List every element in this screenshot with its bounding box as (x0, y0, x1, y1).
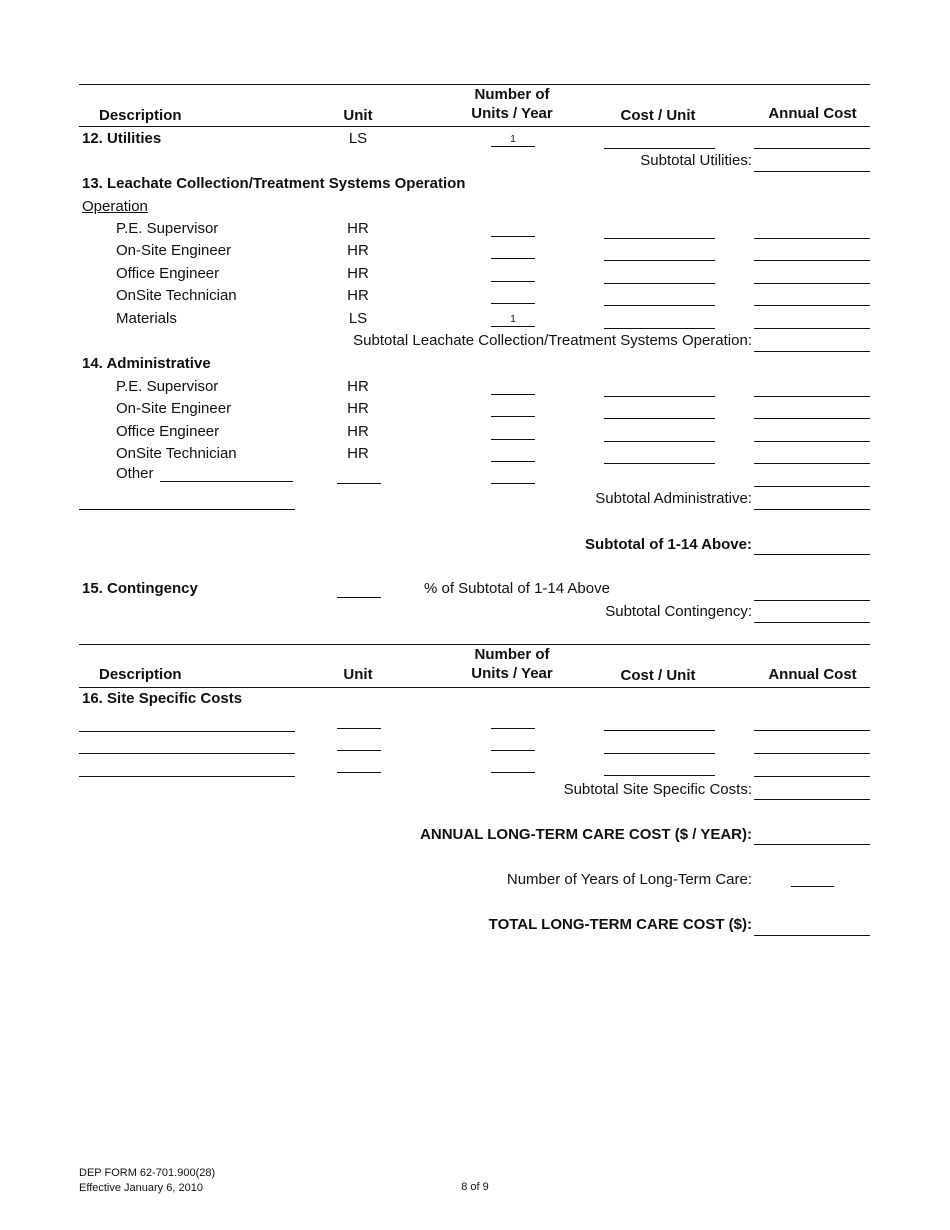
header2-cost-unit: Cost / Unit (620, 667, 696, 684)
s16-row-unit-blank[interactable] (337, 772, 381, 773)
s13-row-label: OnSite Technician (116, 287, 237, 304)
s14-row-unit: HR (347, 423, 369, 440)
s13-row-label: P.E. Supervisor (116, 220, 219, 237)
s14-row-annual-blank[interactable] (754, 418, 870, 419)
s13-row-annual-blank[interactable] (754, 305, 870, 306)
header-unit: Unit (343, 107, 373, 124)
header-annual-cost: Annual Cost (768, 105, 857, 122)
footer-form-number: DEP FORM 62-701.900(28) (79, 1167, 216, 1179)
header-description: Description (99, 107, 182, 124)
s13-row-unit: LS (348, 310, 368, 327)
header2-unit: Unit (343, 666, 373, 683)
s16-row-annual-blank[interactable] (754, 776, 870, 777)
header-bottom-rule (79, 126, 870, 127)
section-15-pct-text: % of Subtotal of 1-14 Above (424, 580, 610, 597)
section-15-subtotal-blank[interactable] (754, 622, 870, 623)
s13-row-qty-blank[interactable] (491, 303, 535, 304)
s14-extra-description-blank[interactable] (79, 509, 295, 510)
header2-top-rule (79, 644, 870, 645)
s14-other-annual-blank[interactable] (754, 486, 870, 487)
s13-row-label: On-Site Engineer (116, 242, 232, 259)
s14-row-annual-blank[interactable] (754, 441, 870, 442)
s13-row-qty-blank[interactable] (491, 326, 535, 327)
section-16-subtotal-label: Subtotal Site Specific Costs: (563, 781, 752, 798)
s13-row-unit: HR (347, 220, 369, 237)
s14-row-cost-blank[interactable] (604, 463, 715, 464)
section-13-subtotal-label: Subtotal Leachate Collection/Treatment Systems Operation: (353, 332, 752, 349)
section-12-unit: LS (348, 130, 368, 147)
annual-ltc-blank[interactable] (754, 844, 870, 845)
footer-effective-date: Effective January 6, 2010 (79, 1182, 203, 1194)
s13-row-qty-blank[interactable] (491, 281, 535, 282)
s13-row-annual-blank[interactable] (754, 238, 870, 239)
s16-row-unit-blank[interactable] (337, 728, 381, 729)
header-top-rule (79, 84, 870, 85)
s16-row-description-blank[interactable] (79, 776, 295, 777)
s13-row-label: Materials (116, 310, 177, 327)
s16-row-qty-blank[interactable] (491, 728, 535, 729)
s13-row-annual-blank[interactable] (754, 260, 870, 261)
header2-bottom-rule (79, 687, 870, 688)
s13-row-annual-blank[interactable] (754, 283, 870, 284)
s14-row-cost-blank[interactable] (604, 396, 715, 397)
s14-row-qty-blank[interactable] (491, 439, 535, 440)
s13-row-unit: HR (347, 242, 369, 259)
s16-row-description-blank[interactable] (79, 731, 295, 732)
s14-row-cost-blank[interactable] (604, 418, 715, 419)
section-12-title: 12. Utilities (82, 130, 162, 147)
s14-other-unit-blank[interactable] (337, 483, 381, 484)
section-15-annual-blank[interactable] (754, 600, 870, 601)
section-13-title: 13. Leachate Collection/Treatment Systems Operation (82, 175, 466, 192)
s14-row-label: Office Engineer (116, 423, 220, 440)
header-cost-unit: Cost / Unit (620, 107, 696, 124)
years-ltc-blank[interactable] (791, 886, 834, 887)
s16-row-cost-blank[interactable] (604, 775, 715, 776)
subtotal-1-14-blank[interactable] (754, 554, 870, 555)
s14-row-label: P.E. Supervisor (116, 378, 219, 395)
section-13-subheading: Operation (82, 198, 148, 215)
s14-row-label: On-Site Engineer (116, 400, 232, 417)
section-14-subtotal-blank[interactable] (754, 509, 870, 510)
section-16-subtotal-blank[interactable] (754, 799, 870, 800)
s16-row-qty-blank[interactable] (491, 772, 535, 773)
s13-row-qty-blank[interactable] (491, 236, 535, 237)
s14-other-qty-blank[interactable] (491, 483, 535, 484)
section-15-pct-blank[interactable] (337, 597, 381, 598)
s14-row-unit: HR (347, 378, 369, 395)
s14-row-qty-blank[interactable] (491, 394, 535, 395)
s16-row-unit-blank[interactable] (337, 750, 381, 751)
section-12-qty[interactable]: 1 (510, 134, 516, 145)
s13-row-cost-blank[interactable] (604, 305, 715, 306)
header2-number-line2: Units / Year (471, 665, 553, 682)
s14-row-qty-blank[interactable] (491, 416, 535, 417)
s13-row-qty-blank[interactable] (491, 258, 535, 259)
s14-row-unit: HR (347, 445, 369, 462)
years-ltc-label: Number of Years of Long-Term Care: (506, 871, 752, 888)
annual-ltc-label: ANNUAL LONG-TERM CARE COST ($ / YEAR): (420, 826, 752, 843)
section-12-subtotal-blank[interactable] (754, 171, 870, 172)
s14-row-unit: HR (347, 400, 369, 417)
footer-page-number: 8 of 9 (461, 1181, 489, 1193)
s13-row-qty[interactable]: 1 (510, 314, 516, 325)
s16-row-qty-blank[interactable] (491, 750, 535, 751)
section-13-subtotal-blank[interactable] (754, 351, 870, 352)
s14-row-annual-blank[interactable] (754, 463, 870, 464)
s13-row-cost-blank[interactable] (604, 283, 715, 284)
s14-row-annual-blank[interactable] (754, 396, 870, 397)
header2-annual-cost: Annual Cost (768, 666, 857, 683)
total-ltc-label: TOTAL LONG-TERM CARE COST ($): (488, 916, 752, 933)
section-16-title: 16. Site Specific Costs (82, 690, 243, 707)
s13-row-cost-blank[interactable] (604, 260, 715, 261)
s13-row-label: Office Engineer (116, 265, 220, 282)
s13-row-unit: HR (347, 265, 369, 282)
header2-number-line1: Number of (474, 646, 550, 663)
s16-row-cost-blank[interactable] (604, 753, 715, 754)
s14-row-label: OnSite Technician (116, 445, 237, 462)
s13-row-cost-blank[interactable] (604, 328, 715, 329)
s16-row-annual-blank[interactable] (754, 753, 870, 754)
s16-row-cost-blank[interactable] (604, 730, 715, 731)
section-14-title: 14. Administrative (82, 355, 211, 372)
s14-other-text-blank[interactable] (160, 481, 293, 482)
s14-row-cost-blank[interactable] (604, 441, 715, 442)
section-14-subtotal-label: Subtotal Administrative: (595, 490, 752, 507)
s16-row-description-blank[interactable] (79, 753, 295, 754)
section-12-annual-blank[interactable] (754, 148, 870, 149)
header-number-line2: Units / Year (471, 105, 553, 122)
s13-row-annual-blank[interactable] (754, 328, 870, 329)
header-number-line1: Number of (474, 86, 550, 103)
subtotal-1-14-label: Subtotal of 1-14 Above: (585, 536, 752, 553)
section-15-title: 15. Contingency (82, 580, 198, 597)
section-15-subtotal-label: Subtotal Contingency: (605, 603, 752, 620)
section-12-subtotal-label: Subtotal Utilities: (640, 152, 752, 169)
s13-row-cost-blank[interactable] (604, 238, 715, 239)
section-12-cost-blank[interactable] (604, 148, 715, 149)
section-12-qty-blank[interactable] (491, 146, 535, 147)
s13-row-unit: HR (347, 287, 369, 304)
total-ltc-blank[interactable] (754, 935, 870, 936)
header2-description: Description (99, 666, 182, 683)
s16-row-annual-blank[interactable] (754, 730, 870, 731)
s14-other-label: Other (116, 465, 154, 482)
s14-row-qty-blank[interactable] (491, 461, 535, 462)
